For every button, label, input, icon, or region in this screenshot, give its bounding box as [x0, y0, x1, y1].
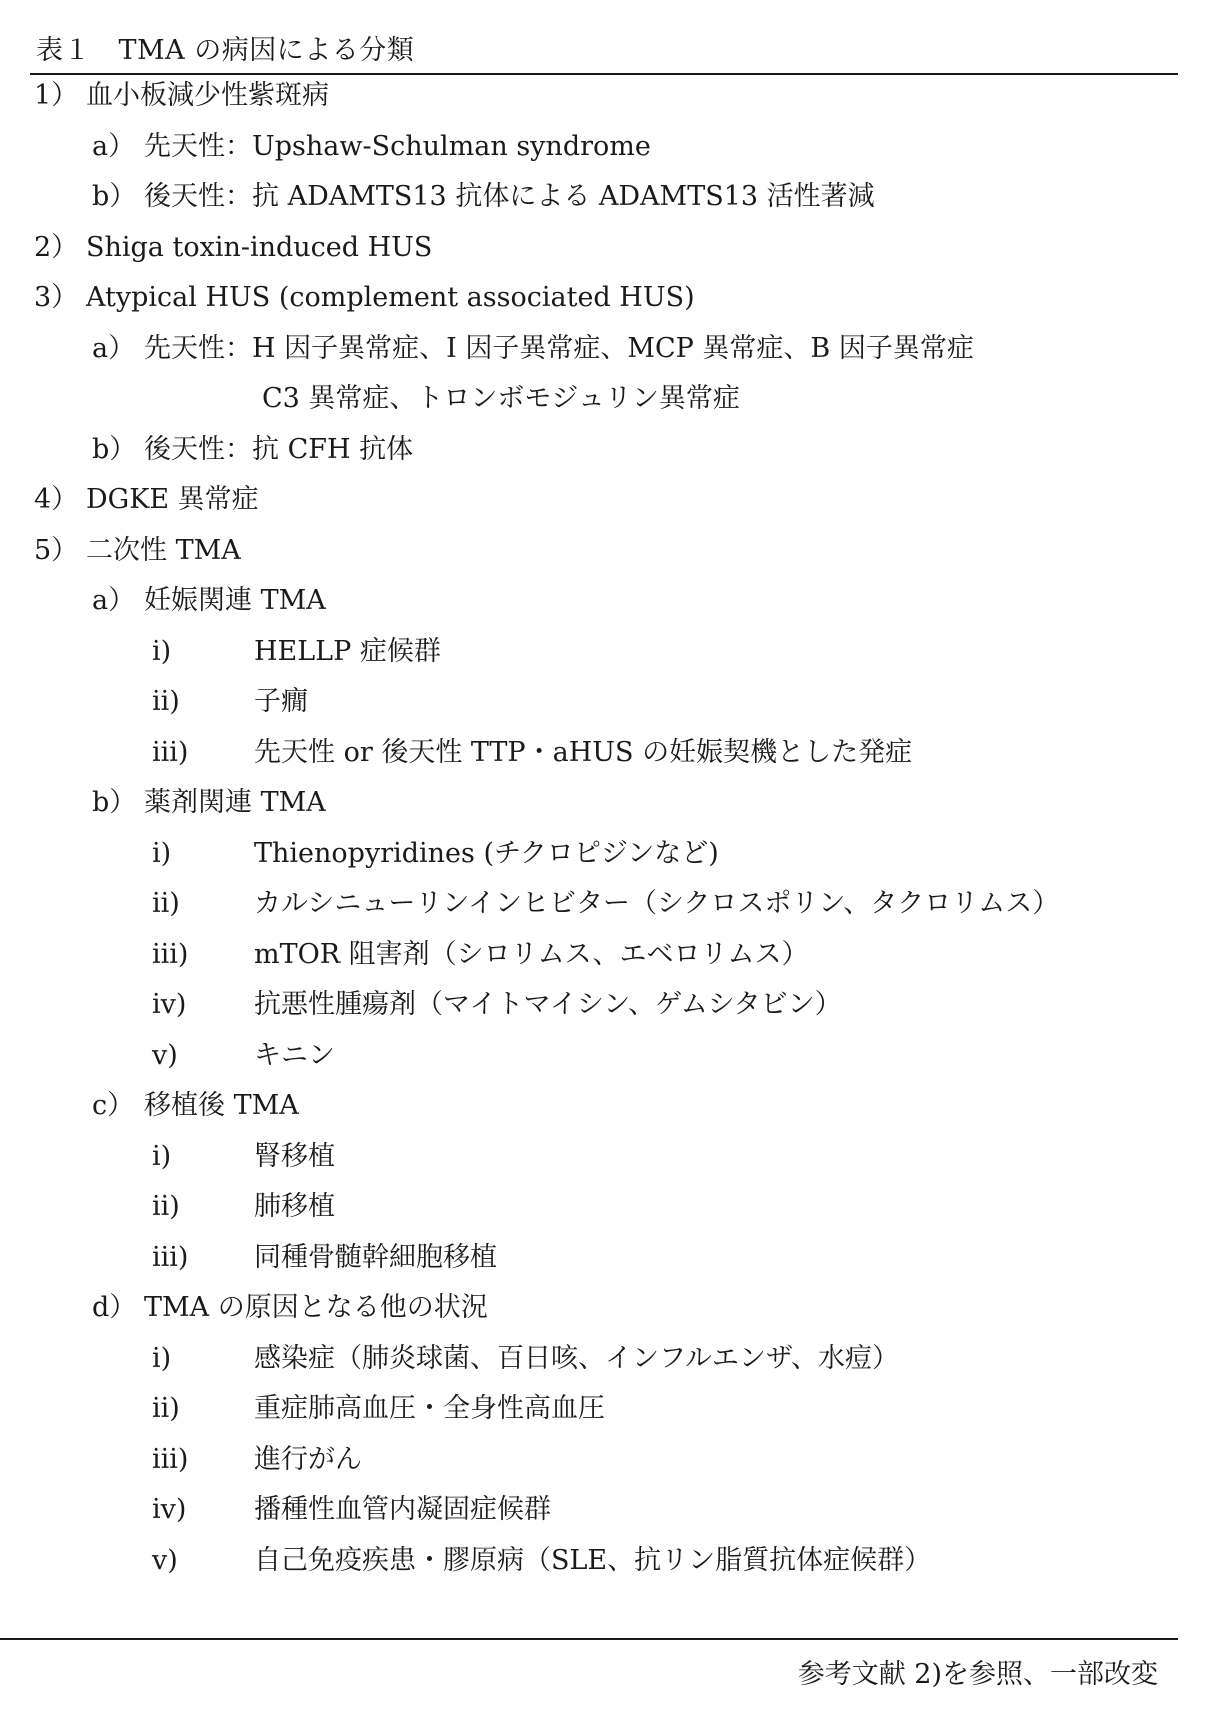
list-marker: iii)	[152, 737, 189, 768]
list-marker: c）	[92, 1090, 135, 1121]
list-item-text: カルシニューリンインヒビター（シクロスポリン、タクロリムス）	[254, 888, 1060, 919]
list-marker: iv)	[152, 989, 187, 1020]
list-marker: iii)	[152, 1444, 189, 1475]
list-item-text: 後天性：抗 ADAMTS13 抗体による ADAMTS13 活性著減	[144, 181, 875, 212]
list-item-text: C3 異常症、トロンボモジュリン異常症	[262, 383, 740, 414]
table-title: 表１ TMA の病因による分類	[36, 35, 415, 66]
list-item-text: Thienopyridines (チクロピジンなど)	[254, 838, 719, 869]
bottom-rule	[0, 1638, 1178, 1640]
list-item-text: 同種骨髄幹細胞移植	[254, 1242, 497, 1273]
list-marker: 5）	[34, 535, 79, 566]
list-item-text: 移植後 TMA	[144, 1090, 299, 1121]
top-rule	[30, 73, 1178, 75]
list-marker: i)	[152, 1141, 172, 1172]
list-item-text: mTOR 阻害剤（シロリムス、エベロリムス）	[254, 939, 809, 970]
list-marker: a）	[92, 585, 136, 616]
list-item-text: 先天性 or 後天性 TTP・aHUS の妊娠契機とした発症	[254, 737, 913, 768]
list-item-text: Atypical HUS (complement associated HUS)	[86, 282, 695, 313]
list-marker: a）	[92, 333, 136, 364]
list-marker: 3）	[34, 282, 79, 313]
list-marker: b）	[92, 181, 137, 212]
list-item-text: 感染症（肺炎球菌、百日咳、インフルエンザ、水痘）	[254, 1343, 900, 1374]
list-marker: d）	[92, 1292, 137, 1323]
list-marker: ii)	[152, 1191, 180, 1222]
list-item-text: 薬剤関連 TMA	[144, 787, 326, 818]
list-marker: ii)	[152, 888, 180, 919]
list-marker: v)	[152, 1040, 178, 1071]
list-marker: i)	[152, 838, 172, 869]
list-item-text: 自己免疫疾患・膠原病（SLE、抗リン脂質抗体症候群）	[254, 1545, 932, 1576]
list-item-text: 播種性血管内凝固症候群	[254, 1494, 551, 1525]
list-marker: iv)	[152, 1494, 187, 1525]
list-item-text: 肺移植	[254, 1191, 335, 1222]
list-marker: b）	[92, 787, 137, 818]
list-item-text: DGKE 異常症	[86, 484, 259, 515]
list-item-text: 血小板減少性紫斑病	[86, 80, 329, 111]
list-marker: 2）	[34, 232, 79, 263]
reference-note: 参考文献 2)を参照、一部改変	[797, 1659, 1158, 1690]
list-item-text: 妊娠関連 TMA	[144, 585, 326, 616]
list-marker: b）	[92, 434, 137, 465]
list-marker: v)	[152, 1545, 178, 1576]
list-marker: iii)	[152, 1242, 189, 1273]
list-item-text: キニン	[254, 1040, 335, 1071]
list-item-text: TMA の原因となる他の状況	[144, 1292, 488, 1323]
list-item-text: 先天性：H 因子異常症、I 因子異常症、MCP 異常症、B 因子異常症	[144, 333, 974, 364]
list-item-text: 先天性：Upshaw-Schulman syndrome	[144, 131, 651, 162]
list-item-text: 抗悪性腫瘍剤（マイトマイシン、ゲムシタビン）	[254, 989, 842, 1020]
list-item-text: HELLP 症候群	[254, 636, 441, 667]
list-item-text: Shiga toxin-induced HUS	[86, 232, 433, 263]
list-marker: 4）	[34, 484, 79, 515]
list-marker: i)	[152, 1343, 172, 1374]
list-item-text: 腎移植	[254, 1141, 335, 1172]
list-marker: iii)	[152, 939, 189, 970]
list-item-text: 進行がん	[254, 1444, 362, 1475]
list-item-text: 子癇	[254, 686, 308, 717]
list-item-text: 後天性：抗 CFH 抗体	[144, 434, 414, 465]
list-marker: ii)	[152, 686, 180, 717]
list-marker: a）	[92, 131, 136, 162]
list-marker: ii)	[152, 1393, 180, 1424]
list-item-text: 重症肺高血圧・全身性高血圧	[254, 1393, 605, 1424]
list-item-text: 二次性 TMA	[86, 535, 241, 566]
list-marker: 1）	[34, 80, 79, 111]
list-marker: i)	[152, 636, 172, 667]
